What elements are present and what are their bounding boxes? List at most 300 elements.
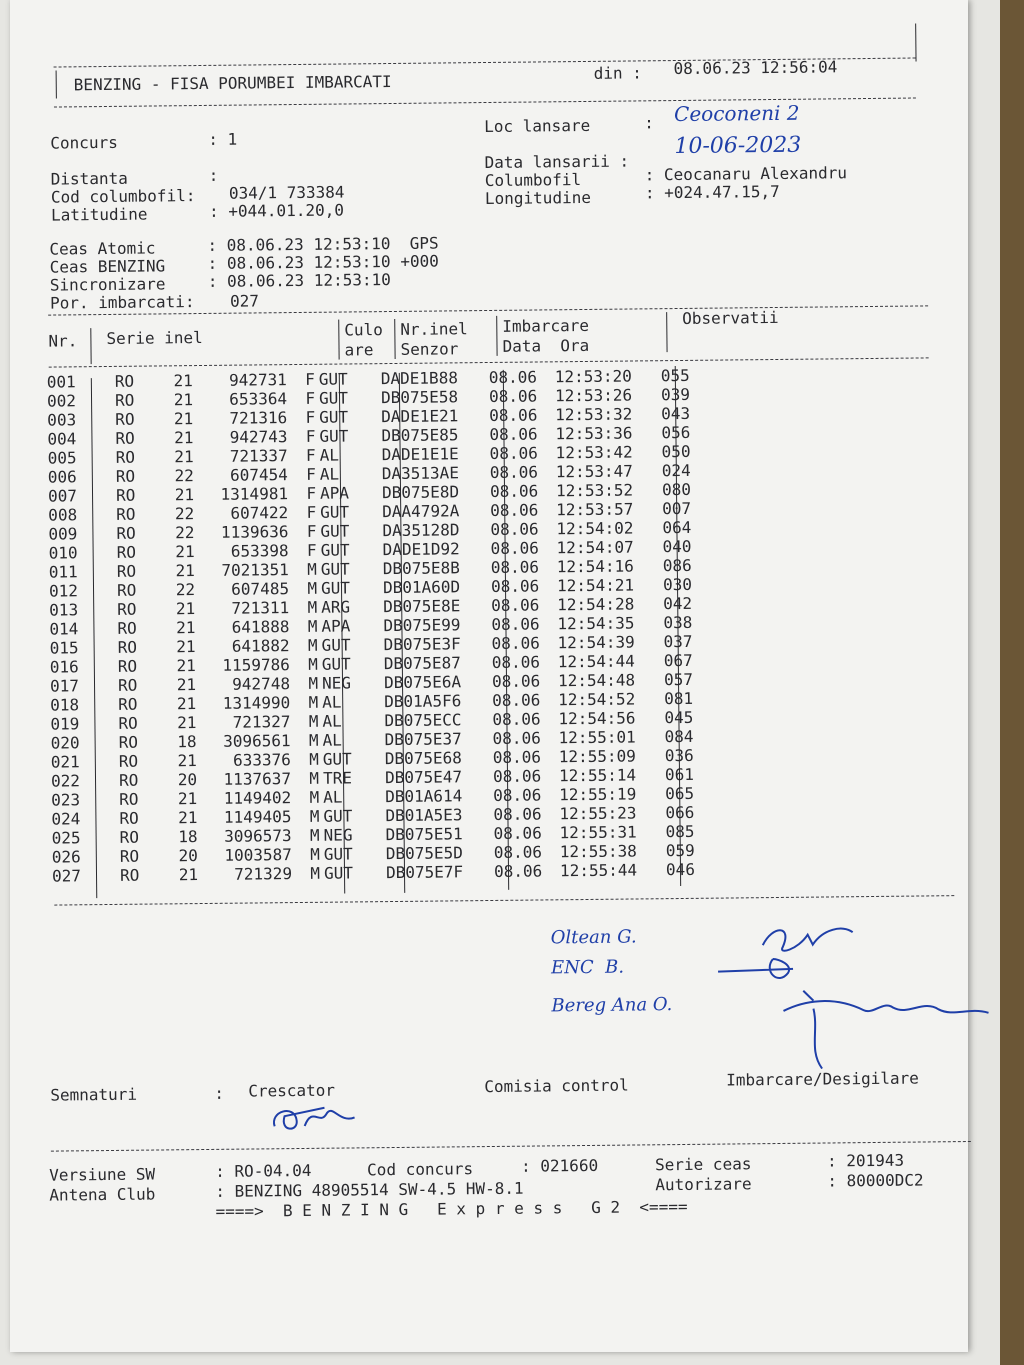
row-year: 22 bbox=[174, 466, 194, 486]
row-sensor: DADE1E21 bbox=[381, 406, 459, 427]
row-color: GUT bbox=[321, 654, 351, 674]
row-country: RO bbox=[119, 846, 140, 866]
row-observation: 039 bbox=[660, 384, 691, 405]
longitudine-value: : +024.47.15,7 bbox=[644, 181, 780, 203]
row-nr: 025 bbox=[51, 828, 81, 848]
row-date: 08.06 bbox=[493, 823, 542, 843]
row-color: APA bbox=[319, 483, 350, 503]
row-country: RO bbox=[119, 789, 139, 809]
row-time: 12:54:07 bbox=[556, 537, 634, 558]
row-time: 12:54:44 bbox=[557, 651, 635, 672]
row-sex: F bbox=[306, 521, 317, 541]
row-ring-number: 1159786 bbox=[222, 655, 290, 675]
row-sensor: DB075E87 bbox=[383, 653, 461, 674]
row-year: 21 bbox=[176, 637, 196, 657]
row-time: 12:54:39 bbox=[557, 632, 635, 653]
row-sex: M bbox=[307, 578, 318, 598]
row-sex: M bbox=[307, 597, 318, 617]
loc-lansare-handwritten: Ceoconeni 2 bbox=[673, 100, 800, 127]
header-divider-1 bbox=[90, 328, 91, 364]
row-sensor: DADE1E1E bbox=[381, 444, 459, 465]
header-left-bar bbox=[56, 71, 57, 99]
row-sensor: DB075E47 bbox=[384, 767, 463, 788]
row-observation: 057 bbox=[663, 669, 694, 690]
row-year: 21 bbox=[176, 656, 196, 676]
row-country: RO bbox=[116, 542, 137, 562]
row-observation: 085 bbox=[665, 821, 695, 842]
longitudine-label: Longitudine bbox=[484, 187, 592, 209]
row-time: 12:53:42 bbox=[555, 442, 633, 463]
antena-club-value: : BENZING 48905514 SW-4.5 HW-8.1 bbox=[215, 1178, 524, 1201]
row-sensor: DB075E3F bbox=[383, 634, 461, 655]
row-year: 21 bbox=[178, 808, 198, 828]
row-ring-number: 721337 bbox=[229, 446, 288, 466]
document-title: BENZING - FISA PORUMBEI IMBARCATI bbox=[73, 71, 392, 95]
row-sensor: DB075E8B bbox=[382, 558, 460, 579]
row-sensor: DB075E68 bbox=[384, 748, 462, 769]
cod-columbofil-label: Cod columbofil: bbox=[50, 186, 196, 207]
row-nr: 006 bbox=[47, 467, 77, 487]
row-sex: M bbox=[307, 616, 318, 636]
row-time: 12:53:52 bbox=[555, 480, 634, 501]
row-nr: 020 bbox=[50, 733, 80, 753]
row-observation: 066 bbox=[665, 802, 695, 823]
row-sex: M bbox=[309, 806, 320, 826]
row-sex: F bbox=[305, 426, 316, 446]
footer-top-rule bbox=[51, 1141, 971, 1152]
row-sensor: DB01A60D bbox=[382, 577, 461, 598]
row-year: 22 bbox=[175, 523, 195, 543]
row-nr: 008 bbox=[48, 505, 78, 525]
row-date: 08.06 bbox=[490, 557, 540, 577]
row-date: 08.06 bbox=[489, 405, 538, 425]
row-country: RO bbox=[116, 504, 136, 524]
row-date: 08.06 bbox=[489, 424, 538, 444]
row-time: 12:53:32 bbox=[555, 404, 633, 425]
row-date: 08.06 bbox=[491, 652, 541, 672]
ceas-benzing-value: : 08.06.23 12:53:10 +000 bbox=[207, 251, 439, 273]
row-time: 12:54:35 bbox=[557, 613, 635, 634]
row-sex: F bbox=[305, 445, 316, 465]
row-time: 12:53:26 bbox=[554, 385, 633, 406]
row-observation: 055 bbox=[660, 365, 690, 386]
row-time: 12:55:44 bbox=[559, 860, 638, 881]
row-nr: 026 bbox=[51, 847, 81, 867]
row-date: 08.06 bbox=[491, 595, 540, 615]
header-divider-2 bbox=[338, 320, 339, 360]
row-observation: 038 bbox=[663, 612, 693, 633]
row-observation: 045 bbox=[664, 707, 694, 728]
row-time: 12:54:48 bbox=[557, 670, 636, 691]
row-observation: 040 bbox=[662, 536, 692, 557]
latitudine-label: Latitudine bbox=[51, 204, 148, 225]
row-date: 08.06 bbox=[491, 614, 540, 634]
row-country: RO bbox=[117, 618, 137, 638]
row-ring-number: 942731 bbox=[228, 370, 287, 390]
row-sex: M bbox=[309, 749, 319, 769]
row-ring-number: 1314990 bbox=[222, 693, 291, 713]
row-year: 22 bbox=[174, 504, 195, 524]
row-color: GUT bbox=[319, 407, 349, 427]
row-time: 12:54:02 bbox=[556, 518, 634, 539]
row-date: 08.06 bbox=[489, 443, 538, 463]
row-nr: 007 bbox=[47, 486, 78, 506]
distanta-value: : bbox=[208, 165, 219, 185]
row-ring-number: 1149405 bbox=[223, 807, 292, 827]
row-country: RO bbox=[117, 599, 137, 619]
row-color: NEG bbox=[321, 673, 352, 693]
row-nr: 005 bbox=[47, 448, 77, 468]
row-color: AL bbox=[322, 692, 342, 712]
row-sex: F bbox=[306, 464, 316, 484]
row-nr: 011 bbox=[48, 562, 78, 582]
row-country: RO bbox=[115, 447, 136, 467]
row-sex: F bbox=[306, 540, 317, 560]
row-color: AL bbox=[322, 730, 342, 750]
row-date: 08.06 bbox=[491, 633, 540, 653]
row-date: 08.06 bbox=[488, 386, 538, 406]
row-sensor: DB075E6A bbox=[383, 672, 462, 693]
row-sensor: DB075E99 bbox=[383, 615, 461, 636]
row-year: 21 bbox=[173, 390, 194, 410]
row-country: RO bbox=[116, 580, 137, 600]
row-color: GUT bbox=[320, 540, 350, 560]
header-divider-3 bbox=[394, 319, 395, 359]
row-year: 21 bbox=[177, 713, 197, 733]
crescator-label: Crescator bbox=[248, 1080, 336, 1101]
distanta-label: Distanta bbox=[50, 168, 128, 189]
row-nr: 009 bbox=[48, 524, 78, 544]
row-country: RO bbox=[115, 409, 135, 429]
row-sex: M bbox=[308, 692, 319, 712]
row-color: GUT bbox=[323, 863, 354, 883]
row-nr: 010 bbox=[48, 543, 78, 563]
row-ring-number: 653398 bbox=[230, 541, 289, 561]
row-date: 08.06 bbox=[489, 481, 539, 501]
row-color: GUT bbox=[323, 844, 353, 864]
col-header-serie: Serie inel bbox=[106, 327, 203, 348]
row-observation: 064 bbox=[662, 517, 692, 538]
row-ring-number: 1003587 bbox=[224, 845, 292, 865]
row-observation: 086 bbox=[662, 555, 692, 576]
row-year: 21 bbox=[174, 485, 195, 505]
row-ring-number: 653364 bbox=[229, 389, 288, 409]
row-year: 21 bbox=[175, 561, 195, 581]
pigeon-table bbox=[47, 366, 726, 886]
row-observation: 036 bbox=[664, 745, 694, 766]
row-observation: 081 bbox=[664, 688, 694, 709]
row-sensor: DB075E5D bbox=[385, 843, 463, 864]
row-ring-number: 721311 bbox=[231, 598, 290, 618]
row-sex: M bbox=[307, 559, 317, 579]
row-country: RO bbox=[114, 371, 135, 391]
row-sex: F bbox=[306, 483, 317, 503]
row-country: RO bbox=[118, 732, 138, 752]
table-header-rule bbox=[49, 357, 929, 367]
row-ring-number: 1314981 bbox=[220, 484, 289, 504]
table-bottom-rule bbox=[54, 895, 954, 905]
row-color: GUT bbox=[320, 559, 350, 579]
header-date-label: din : bbox=[593, 63, 642, 83]
imbarcare-desigilare-label: Imbarcare/Desigilare bbox=[726, 1068, 919, 1090]
row-observation: 065 bbox=[665, 783, 695, 804]
row-year: 21 bbox=[174, 428, 194, 448]
row-ring-number: 633376 bbox=[232, 750, 291, 770]
row-ring-number: 721316 bbox=[229, 408, 288, 428]
row-ring-number: 641888 bbox=[231, 617, 290, 637]
row-sex: M bbox=[308, 673, 319, 693]
row-sensor: DB01A5E3 bbox=[385, 805, 463, 826]
ceas-benzing-label: Ceas BENZING bbox=[49, 256, 166, 277]
row-nr: 023 bbox=[51, 790, 81, 810]
row-observation: 061 bbox=[664, 764, 695, 785]
semnaturi-colon: : bbox=[214, 1083, 225, 1103]
row-sensor: DB075E37 bbox=[384, 729, 462, 750]
row-time: 12:55:14 bbox=[558, 765, 637, 786]
row-color: GUT bbox=[322, 749, 352, 769]
row-sensor: DB01A614 bbox=[385, 786, 463, 807]
row-color: GUT bbox=[321, 635, 351, 655]
concurs-value: : 1 bbox=[208, 129, 238, 149]
row-sensor: DA35128D bbox=[382, 520, 460, 541]
porumbei-imbarcati-label: Por. imbarcati: bbox=[49, 292, 195, 313]
row-sex: M bbox=[309, 768, 320, 788]
row-year: 21 bbox=[177, 751, 197, 771]
row-observation: 024 bbox=[661, 460, 691, 481]
header-divider-4 bbox=[496, 316, 497, 356]
row-date: 08.06 bbox=[490, 538, 539, 558]
row-nr: 014 bbox=[49, 619, 79, 639]
row-time: 12:55:31 bbox=[559, 822, 637, 843]
row-nr: 012 bbox=[48, 581, 79, 601]
col-header-culo: Culo bbox=[344, 320, 383, 340]
row-nr: 022 bbox=[50, 771, 81, 791]
row-date: 08.06 bbox=[492, 728, 541, 748]
row-nr: 001 bbox=[46, 372, 76, 392]
row-sex: M bbox=[310, 863, 321, 883]
row-time: 12:53:36 bbox=[555, 423, 633, 444]
row-sensor: DB075ECC bbox=[384, 710, 462, 731]
sincronizare-label: Sincronizare bbox=[49, 274, 166, 295]
row-date: 08.06 bbox=[492, 747, 542, 767]
signature-mark-3 bbox=[773, 979, 994, 1081]
row-nr: 024 bbox=[51, 809, 81, 829]
row-year: 22 bbox=[175, 580, 196, 600]
row-year: 21 bbox=[177, 789, 198, 809]
row-ring-number: 942748 bbox=[232, 674, 291, 694]
row-sex: M bbox=[309, 787, 320, 807]
row-color: AL bbox=[319, 445, 340, 465]
cod-concurs-value: : 021660 bbox=[520, 1155, 599, 1176]
row-observation: 059 bbox=[665, 840, 695, 861]
row-sensor: DB075E85 bbox=[381, 425, 459, 446]
col-header-are: are bbox=[344, 340, 374, 360]
row-color: GUT bbox=[320, 502, 350, 522]
columbofil-label: Columbofil bbox=[484, 170, 582, 191]
row-sensor: DADE1B88 bbox=[380, 368, 458, 389]
row-ring-number: 7021351 bbox=[221, 560, 289, 580]
serie-ceas-label: Serie ceas bbox=[654, 1154, 752, 1175]
row-country: RO bbox=[118, 751, 139, 771]
col-header-nrinel: Nr.inel bbox=[400, 319, 468, 339]
row-sex: F bbox=[305, 407, 316, 427]
autorizare-value: : 80000DC2 bbox=[827, 1170, 924, 1191]
handwritten-name-1: Oltean G. bbox=[550, 926, 643, 949]
semnaturi-label: Semnaturi bbox=[50, 1084, 138, 1105]
row-nr: 003 bbox=[47, 410, 77, 430]
row-sensor: DB01A5F6 bbox=[384, 691, 462, 712]
row-year: 21 bbox=[176, 694, 197, 714]
row-ring-number: 1137637 bbox=[223, 769, 292, 789]
row-year: 21 bbox=[174, 447, 194, 467]
cod-columbofil-value: 034/1 733384 bbox=[228, 182, 345, 203]
row-time: 12:53:57 bbox=[556, 499, 634, 520]
row-time: 12:55:19 bbox=[559, 784, 637, 805]
row-time: 12:53:47 bbox=[555, 461, 633, 482]
col-header-data-ora: Data Ora bbox=[502, 335, 590, 356]
row-time: 12:55:01 bbox=[558, 727, 636, 748]
row-date: 08.06 bbox=[493, 842, 543, 862]
row-sex: F bbox=[305, 369, 315, 389]
row-sex: F bbox=[306, 502, 317, 522]
handwritten-name-2: ENC B. bbox=[550, 956, 625, 979]
row-color: ARG bbox=[321, 597, 351, 617]
row-date: 08.06 bbox=[492, 709, 541, 729]
serie-ceas-value: : 201943 bbox=[826, 1150, 905, 1171]
row-color: TRE bbox=[322, 768, 353, 788]
col-header-senzor: Senzor bbox=[400, 339, 459, 359]
row-color: GUT bbox=[318, 388, 349, 408]
row-sensor: DB075E51 bbox=[385, 824, 463, 845]
loc-lansare-colon: : bbox=[644, 113, 654, 133]
row-nr: 015 bbox=[49, 638, 79, 658]
ceas-atomic-value: : 08.06.23 12:53:10 GPS bbox=[207, 233, 439, 255]
header-date: 08.06.23 12:56:04 bbox=[673, 57, 838, 79]
row-nr: 004 bbox=[47, 429, 77, 449]
row-country: RO bbox=[115, 428, 135, 448]
row-sensor: DADE1D92 bbox=[382, 539, 460, 560]
row-observation: 037 bbox=[663, 631, 693, 652]
row-time: 12:54:21 bbox=[556, 575, 635, 596]
row-country: RO bbox=[117, 656, 138, 676]
row-year: 21 bbox=[178, 865, 199, 885]
row-date: 08.06 bbox=[489, 462, 539, 482]
row-observation: 046 bbox=[665, 859, 695, 880]
row-year: 21 bbox=[173, 409, 194, 429]
row-year: 21 bbox=[176, 618, 196, 638]
ceas-atomic-label: Ceas Atomic bbox=[49, 238, 156, 259]
row-year: 21 bbox=[175, 542, 195, 562]
versiune-label: Versiune SW bbox=[49, 1164, 156, 1185]
row-year: 21 bbox=[175, 599, 196, 619]
cod-concurs-label: Cod concurs bbox=[367, 1159, 474, 1180]
antena-club-label: Antena Club bbox=[49, 1184, 156, 1205]
row-time: 12:53:20 bbox=[554, 366, 632, 387]
row-country: RO bbox=[118, 713, 138, 733]
row-year: 20 bbox=[178, 846, 198, 866]
row-date: 08.06 bbox=[488, 367, 538, 387]
document-page bbox=[10, 0, 968, 1352]
sincronizare-value: : 08.06.23 12:53:10 bbox=[207, 270, 391, 291]
row-time: 12:54:52 bbox=[558, 689, 636, 710]
row-date: 08.06 bbox=[491, 671, 541, 691]
autorizare-label: Autorizare bbox=[655, 1174, 752, 1195]
row-time: 12:54:28 bbox=[557, 594, 635, 615]
row-ring-number: 1149402 bbox=[223, 788, 292, 808]
row-color: NEG bbox=[323, 825, 353, 845]
row-sex: M bbox=[309, 825, 320, 845]
row-observation: 084 bbox=[664, 726, 694, 747]
comisia-label: Comisia control bbox=[484, 1075, 629, 1097]
row-year: 21 bbox=[176, 675, 197, 695]
row-date: 08.06 bbox=[492, 766, 542, 786]
row-date: 08.06 bbox=[493, 785, 542, 805]
row-country: RO bbox=[116, 523, 136, 543]
row-date: 08.06 bbox=[493, 861, 543, 881]
row-ring-number: 607485 bbox=[231, 579, 290, 599]
row-ring-number: 3096573 bbox=[224, 826, 292, 846]
col-header-observatii: Observatii bbox=[682, 307, 779, 328]
row-country: RO bbox=[117, 637, 138, 657]
row-color: GUT bbox=[318, 369, 348, 389]
row-sensor: DB075E8D bbox=[381, 482, 460, 503]
latitudine-value: : +044.01.20,0 bbox=[208, 200, 345, 221]
row-date: 08.06 bbox=[493, 804, 542, 824]
row-sex: M bbox=[308, 654, 318, 674]
row-country: RO bbox=[115, 485, 136, 505]
versiune-value: : RO-04.04 bbox=[215, 1160, 312, 1181]
row-country: RO bbox=[119, 808, 139, 828]
row-ring-number: 607454 bbox=[229, 465, 288, 485]
row-date: 08.06 bbox=[492, 690, 541, 710]
row-nr: 027 bbox=[51, 866, 82, 886]
row-color: GUT bbox=[320, 521, 350, 541]
row-year: 21 bbox=[173, 371, 193, 391]
row-nr: 021 bbox=[50, 752, 80, 772]
row-sensor: DAA4792A bbox=[382, 501, 460, 522]
row-time: 12:55:38 bbox=[559, 841, 637, 862]
porumbei-imbarcati-value: 027 bbox=[229, 291, 260, 311]
row-date: 08.06 bbox=[490, 519, 539, 539]
row-nr: 019 bbox=[50, 714, 80, 734]
row-country: RO bbox=[117, 675, 138, 695]
row-sex: M bbox=[310, 844, 320, 864]
row-sex: F bbox=[305, 388, 316, 408]
row-time: 12:54:56 bbox=[558, 708, 636, 729]
row-year: 18 bbox=[177, 732, 197, 752]
benzing-express-banner: ====> B E N Z I N G E x p r e s s G 2 <==== bbox=[215, 1196, 688, 1221]
row-nr: 002 bbox=[46, 391, 77, 411]
col-header-imbarcare: Imbarcare bbox=[502, 315, 590, 336]
row-country: RO bbox=[118, 770, 139, 790]
loc-lansare-label: Loc lansare bbox=[484, 115, 591, 137]
row-sex: M bbox=[307, 635, 318, 655]
row-time: 12:54:16 bbox=[556, 556, 634, 577]
row-sensor: DB075E8E bbox=[383, 596, 461, 617]
row-observation: 067 bbox=[663, 650, 693, 671]
row-ring-number: 641882 bbox=[231, 636, 290, 656]
row-sex: M bbox=[308, 730, 319, 750]
row-ring-number: 3096561 bbox=[223, 731, 291, 751]
row-ring-number: 1139636 bbox=[220, 522, 289, 542]
handwritten-name-3: Bereg Ana O. bbox=[551, 994, 673, 1017]
row-observation: 056 bbox=[661, 422, 691, 443]
crescator-signature bbox=[264, 1095, 384, 1136]
row-ring-number: 721327 bbox=[232, 712, 291, 732]
row-nr: 013 bbox=[49, 600, 79, 620]
row-country: RO bbox=[115, 466, 136, 486]
row-color: AL bbox=[322, 711, 342, 731]
